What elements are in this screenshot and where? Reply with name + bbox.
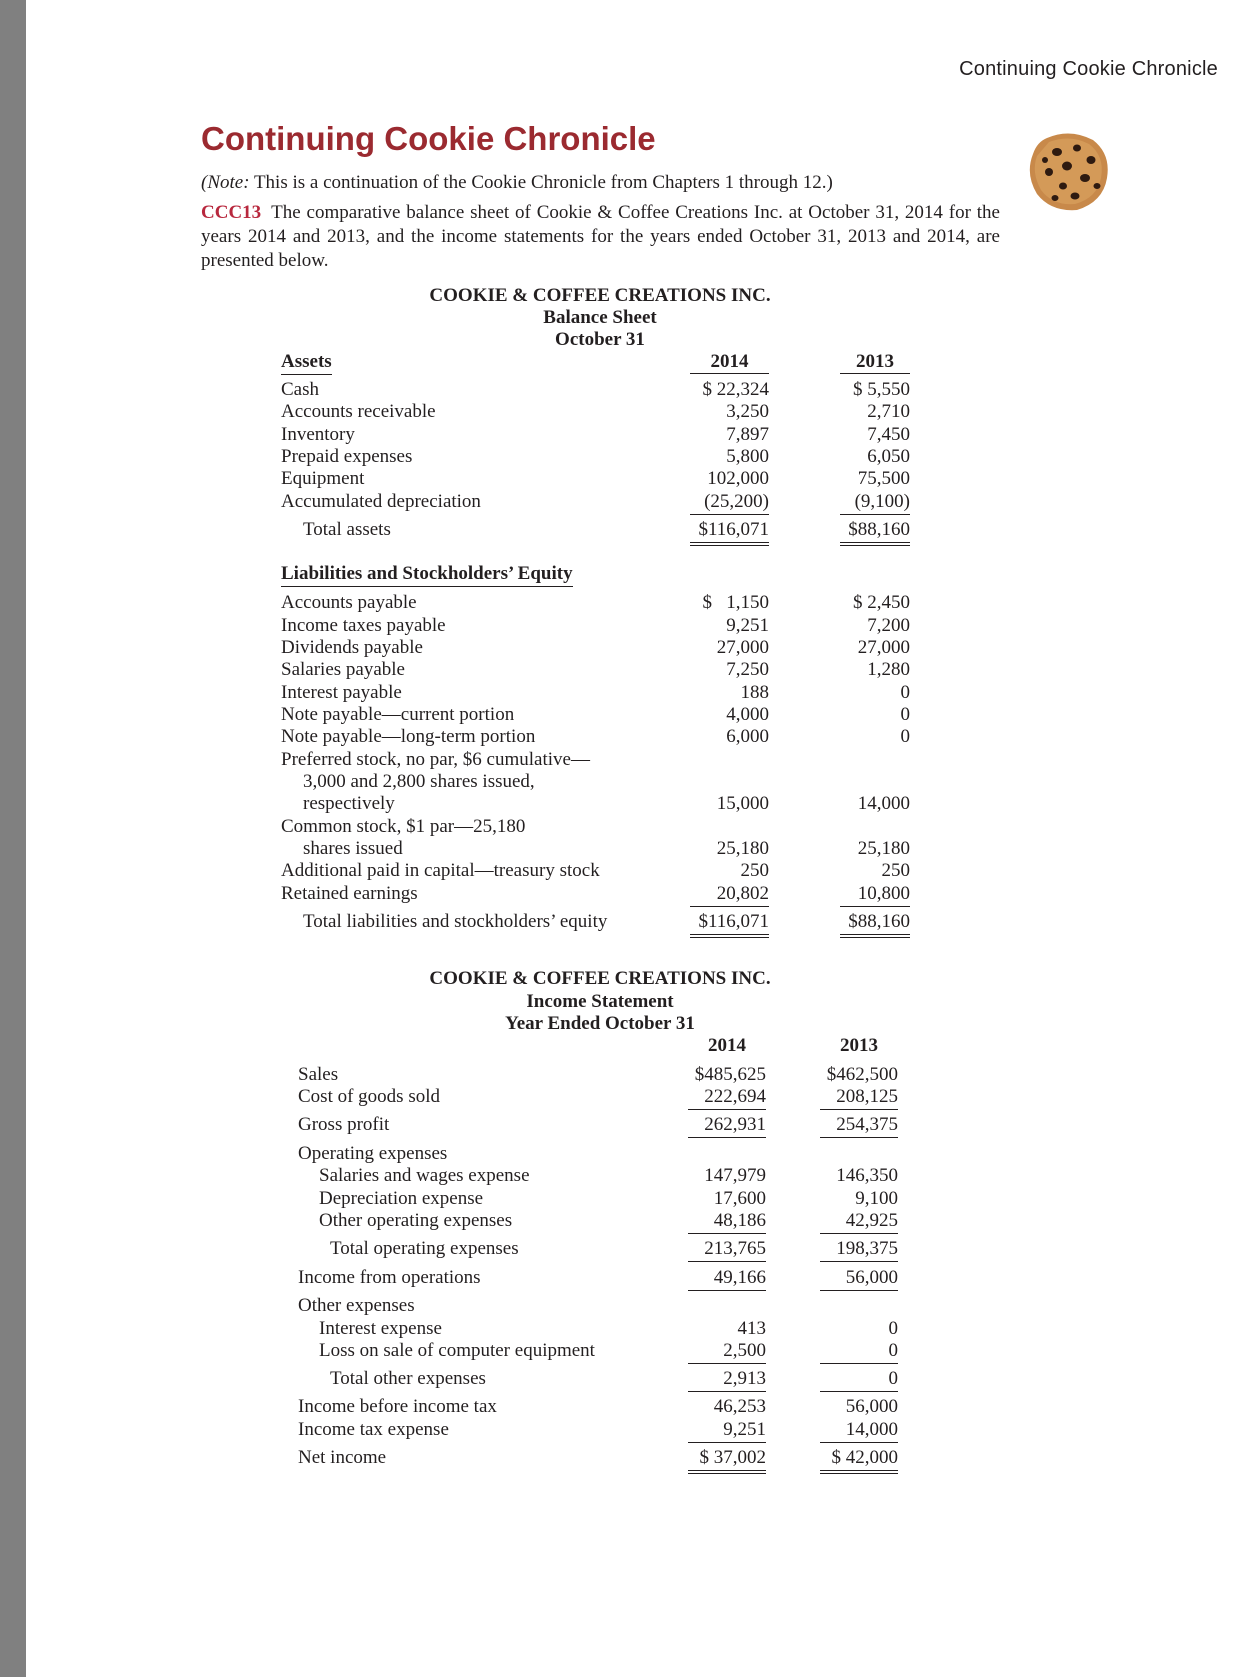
liabilities-heading: Liabilities and Stockholders’ Equity bbox=[281, 563, 573, 587]
problem-code: CCC13 bbox=[201, 202, 262, 223]
table-row bbox=[0, 1113, 1242, 1137]
table-row bbox=[0, 770, 1242, 794]
value-2014: 222,694 bbox=[688, 1085, 766, 1110]
row-label: Equipment bbox=[281, 468, 365, 489]
row-label: Salaries and wages expense bbox=[319, 1165, 530, 1186]
table-row bbox=[0, 467, 1242, 491]
value-2013: 10,800 bbox=[840, 882, 910, 907]
value-2013: 254,375 bbox=[820, 1113, 898, 1138]
problem-paragraph bbox=[201, 201, 1000, 273]
value-2014: 250 bbox=[740, 860, 769, 881]
bs-date: October 31 bbox=[555, 329, 645, 350]
table-row bbox=[0, 1063, 1242, 1087]
value-2013: 6,050 bbox=[867, 446, 910, 467]
table-row bbox=[0, 423, 1242, 447]
value-2013: 25,180 bbox=[857, 838, 910, 859]
row-label: Cash bbox=[281, 379, 319, 400]
row-label: Accounts payable bbox=[281, 592, 417, 613]
table-row bbox=[0, 445, 1242, 469]
row-label: Operating expenses bbox=[298, 1143, 448, 1164]
value-2014: 2,500 bbox=[688, 1339, 766, 1364]
table-row bbox=[0, 636, 1242, 660]
value-2014: 2,913 bbox=[688, 1367, 766, 1392]
is-title: Income Statement bbox=[526, 991, 674, 1012]
bs-col-2014: 2014 bbox=[690, 351, 769, 374]
value-2014: 6,000 bbox=[726, 726, 769, 747]
table-row bbox=[0, 748, 1242, 772]
table-row bbox=[0, 1395, 1242, 1419]
table-row bbox=[0, 1446, 1242, 1470]
value-2013: $88,160 bbox=[840, 518, 910, 546]
value-2014: $ 1,150 bbox=[702, 592, 769, 613]
table-row bbox=[0, 1294, 1242, 1318]
value-2013: 198,375 bbox=[820, 1237, 898, 1262]
value-2014: 17,600 bbox=[713, 1188, 766, 1209]
value-2014: 9,251 bbox=[726, 615, 769, 636]
row-label: Income tax expense bbox=[298, 1419, 449, 1440]
table-row bbox=[0, 1339, 1242, 1363]
table-row bbox=[0, 614, 1242, 638]
value-2014: 27,000 bbox=[716, 637, 769, 658]
value-2014: $ 22,324 bbox=[702, 379, 769, 400]
table-row bbox=[0, 490, 1242, 514]
value-2013: $88,160 bbox=[840, 910, 910, 938]
value-2013: 0 bbox=[900, 704, 910, 725]
value-2013: $ 42,000 bbox=[820, 1446, 898, 1474]
note-paragraph: (Note: This is a continuation of the Cookie Chronicle from Chapters 1 through 12.) bbox=[201, 172, 833, 193]
is-col-2014: 2014 bbox=[708, 1035, 746, 1056]
table-row bbox=[0, 859, 1242, 883]
assets-heading: Assets bbox=[281, 351, 332, 375]
row-label: Net income bbox=[298, 1447, 387, 1468]
is-col-2013: 2013 bbox=[840, 1035, 878, 1056]
value-2013: 27,000 bbox=[857, 637, 910, 658]
table-row bbox=[0, 703, 1242, 727]
row-label: Other expenses bbox=[298, 1295, 415, 1316]
row-label: Dividends payable bbox=[281, 637, 423, 658]
row-label: Income taxes payable bbox=[281, 615, 446, 636]
row-label: Total liabilities and stockholders’ equity bbox=[303, 911, 608, 932]
row-label: Additional paid in capital—treasury stock bbox=[281, 860, 600, 881]
table-row bbox=[0, 1266, 1242, 1290]
row-label: shares issued bbox=[303, 838, 403, 859]
value-2014: 102,000 bbox=[707, 468, 769, 489]
value-2014: $485,625 bbox=[694, 1064, 766, 1085]
table-row bbox=[0, 400, 1242, 424]
table-row bbox=[0, 1317, 1242, 1341]
value-2013: 56,000 bbox=[845, 1396, 898, 1417]
value-2014: $116,071 bbox=[690, 518, 769, 546]
chapter-title: Continuing Cookie Chronicle bbox=[201, 120, 656, 157]
value-2013: 0 bbox=[888, 1318, 898, 1339]
row-label: Depreciation expense bbox=[319, 1188, 484, 1209]
value-2013: 0 bbox=[900, 726, 910, 747]
value-2013: (9,100) bbox=[840, 490, 910, 515]
value-2014: 4,000 bbox=[726, 704, 769, 725]
row-label: Other operating expenses bbox=[319, 1210, 513, 1231]
row-label: Accumulated depreciation bbox=[281, 491, 481, 512]
value-2014: 262,931 bbox=[688, 1113, 766, 1138]
value-2014: $ 37,002 bbox=[688, 1446, 766, 1474]
table-row bbox=[0, 1237, 1242, 1261]
row-label: Accounts receivable bbox=[281, 401, 436, 422]
row-label: Interest expense bbox=[319, 1318, 442, 1339]
value-2014: 49,166 bbox=[688, 1266, 766, 1291]
value-2014: (25,200) bbox=[690, 490, 769, 515]
total-assets-row bbox=[0, 518, 1242, 542]
value-2014: 7,897 bbox=[726, 424, 769, 445]
row-label: respectively bbox=[303, 793, 395, 814]
value-2014: 188 bbox=[740, 682, 769, 703]
value-2014: 3,250 bbox=[726, 401, 769, 422]
row-label: Total other expenses bbox=[330, 1368, 486, 1389]
row-label: Note payable—long-term portion bbox=[281, 726, 536, 747]
value-2013: $462,500 bbox=[826, 1064, 898, 1085]
value-2013: $ 2,450 bbox=[853, 592, 910, 613]
total-liabilities-equity-row bbox=[0, 910, 1242, 934]
running-head: Continuing Cookie Chronicle bbox=[959, 58, 1218, 80]
value-2014: $116,071 bbox=[690, 910, 769, 938]
cookie-icon bbox=[1027, 130, 1113, 212]
value-2014: 213,765 bbox=[688, 1237, 766, 1262]
value-2014: 15,000 bbox=[716, 793, 769, 814]
table-row bbox=[0, 882, 1242, 906]
row-label: 3,000 and 2,800 shares issued, bbox=[303, 771, 535, 792]
row-label: Income before income tax bbox=[298, 1396, 497, 1417]
table-row bbox=[0, 792, 1242, 816]
row-label: Cost of goods sold bbox=[298, 1086, 440, 1107]
row-label: Note payable—current portion bbox=[281, 704, 515, 725]
value-2013: 0 bbox=[820, 1367, 898, 1392]
value-2013: 56,000 bbox=[820, 1266, 898, 1291]
row-label: Interest payable bbox=[281, 682, 402, 703]
table-row bbox=[0, 1085, 1242, 1109]
is-company: COOKIE & COFFEE CREATIONS INC. bbox=[429, 968, 771, 989]
table-row bbox=[0, 591, 1242, 615]
value-2013: 14,000 bbox=[857, 793, 910, 814]
row-label: Common stock, $1 par—25,180 bbox=[281, 816, 526, 837]
value-2014: 46,253 bbox=[713, 1396, 766, 1417]
table-row bbox=[0, 1209, 1242, 1233]
table-row bbox=[0, 681, 1242, 705]
table-row bbox=[0, 837, 1242, 861]
table-row bbox=[0, 725, 1242, 749]
row-label: Loss on sale of computer equipment bbox=[319, 1340, 595, 1361]
row-label: Total assets bbox=[303, 519, 391, 540]
row-label: Prepaid expenses bbox=[281, 446, 413, 467]
value-2013: 0 bbox=[820, 1339, 898, 1364]
value-2013: 75,500 bbox=[857, 468, 910, 489]
row-label: Inventory bbox=[281, 424, 355, 445]
value-2013: 0 bbox=[900, 682, 910, 703]
value-2014: 5,800 bbox=[726, 446, 769, 467]
value-2013: 208,125 bbox=[820, 1085, 898, 1110]
is-period: Year Ended October 31 bbox=[505, 1013, 695, 1034]
value-2014: 7,250 bbox=[726, 659, 769, 680]
table-row bbox=[0, 378, 1242, 402]
bs-col-2013: 2013 bbox=[840, 351, 910, 374]
value-2014: 413 bbox=[737, 1318, 766, 1339]
value-2014: 20,802 bbox=[690, 882, 769, 907]
value-2013: 7,200 bbox=[867, 615, 910, 636]
table-row bbox=[0, 1418, 1242, 1442]
value-2014: 25,180 bbox=[716, 838, 769, 859]
value-2014: 9,251 bbox=[688, 1418, 766, 1443]
row-label: Retained earnings bbox=[281, 883, 418, 904]
table-row bbox=[0, 1142, 1242, 1166]
value-2013: $ 5,550 bbox=[853, 379, 910, 400]
value-2013: 42,925 bbox=[820, 1209, 898, 1234]
value-2013: 9,100 bbox=[855, 1188, 898, 1209]
table-row bbox=[0, 815, 1242, 839]
value-2013: 2,710 bbox=[867, 401, 910, 422]
row-label: Income from operations bbox=[298, 1267, 481, 1288]
table-row bbox=[0, 1164, 1242, 1188]
row-label: Gross profit bbox=[298, 1114, 390, 1135]
value-2013: 250 bbox=[881, 860, 910, 881]
value-2013: 14,000 bbox=[820, 1418, 898, 1443]
problem-text: The comparative balance sheet of Cookie & Coffee Creations Inc. at October 31, 2014 for the years 2014 and 2013, and the income statements for the years ended October 31, 2013 and 2014, are presented below. bbox=[201, 202, 1000, 271]
row-label: Total operating expenses bbox=[330, 1238, 519, 1259]
value-2013: 146,350 bbox=[836, 1165, 898, 1186]
row-label: Preferred stock, no par, $6 cumulative— bbox=[281, 749, 590, 770]
value-2013: 1,280 bbox=[867, 659, 910, 680]
bs-title: Balance Sheet bbox=[543, 307, 657, 328]
row-label: Salaries payable bbox=[281, 659, 405, 680]
value-2014: 147,979 bbox=[704, 1165, 766, 1186]
bs-company: COOKIE & COFFEE CREATIONS INC. bbox=[429, 285, 771, 306]
row-label: Sales bbox=[298, 1064, 339, 1085]
table-row bbox=[0, 1187, 1242, 1211]
table-row bbox=[0, 1367, 1242, 1391]
table-row bbox=[0, 658, 1242, 682]
value-2013: 7,450 bbox=[867, 424, 910, 445]
value-2014: 48,186 bbox=[688, 1209, 766, 1234]
